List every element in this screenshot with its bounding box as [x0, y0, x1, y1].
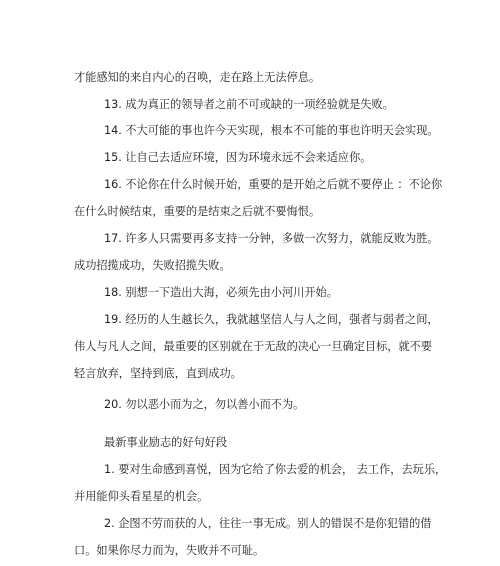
list-item-1-continuation: 并用能仰头看星星的机会。	[74, 490, 209, 503]
list-item-19: 19. 经历的人生越长久，我就越坚信人与人之间，强者与弱者之间，	[104, 313, 439, 326]
list-item-18: 18. 别想一下造出大海，必须先由小河川开始。	[104, 286, 338, 299]
list-item-13: 13. 成为真正的领导者之前不可或缺的一项经验就是失败。	[104, 98, 394, 111]
list-item-2-continuation: 口。如果你尽力而为，失败并不可耻。	[74, 544, 265, 557]
list-item-19-continuation: 伟人与凡人之间，最重要的区别就在于无敌的决心一旦确定目标，就不要	[74, 340, 433, 353]
list-item-16: 16. 不论你在什么时候开始，重要的是开始之后就不要停止 ：不论你	[104, 178, 443, 191]
list-item-14: 14. 不大可能的事也许今天实现，根本不可能的事也许明天会实现。	[104, 124, 439, 137]
list-item-17: 17. 许多人只需要再多支持一分钟，多做一次努力，就能反败为胜。	[104, 232, 439, 245]
list-item-1: 1. 要对生命感到喜悦，因为它给了你去爱的机会， 去工作，去玩乐，	[104, 463, 447, 476]
paragraph-line-continuation: 才能感知的来自内心的召唤，走在路上无法停息。	[74, 71, 321, 84]
list-item-15: 15. 让自己去适应环境，因为环境永远不会来适应你。	[104, 151, 372, 164]
list-item-2: 2. 企图不劳而获的人，往往一事无成。别人的错误不是你犯错的借	[104, 517, 432, 530]
section-heading: 最新事业励志的好句好段	[104, 436, 228, 449]
list-item-20: 20. 勿以恶小而为之，勿以善小而不为。	[104, 398, 305, 411]
list-item-19-continuation: 轻言放弃，坚持到底，直到成功。	[74, 367, 242, 380]
list-item-17-continuation: 成功招揽成功，失败招揽失败。	[74, 259, 231, 272]
list-item-16-continuation: 在什么时候结束，重要的是结束之后就不要悔恨。	[74, 205, 321, 218]
